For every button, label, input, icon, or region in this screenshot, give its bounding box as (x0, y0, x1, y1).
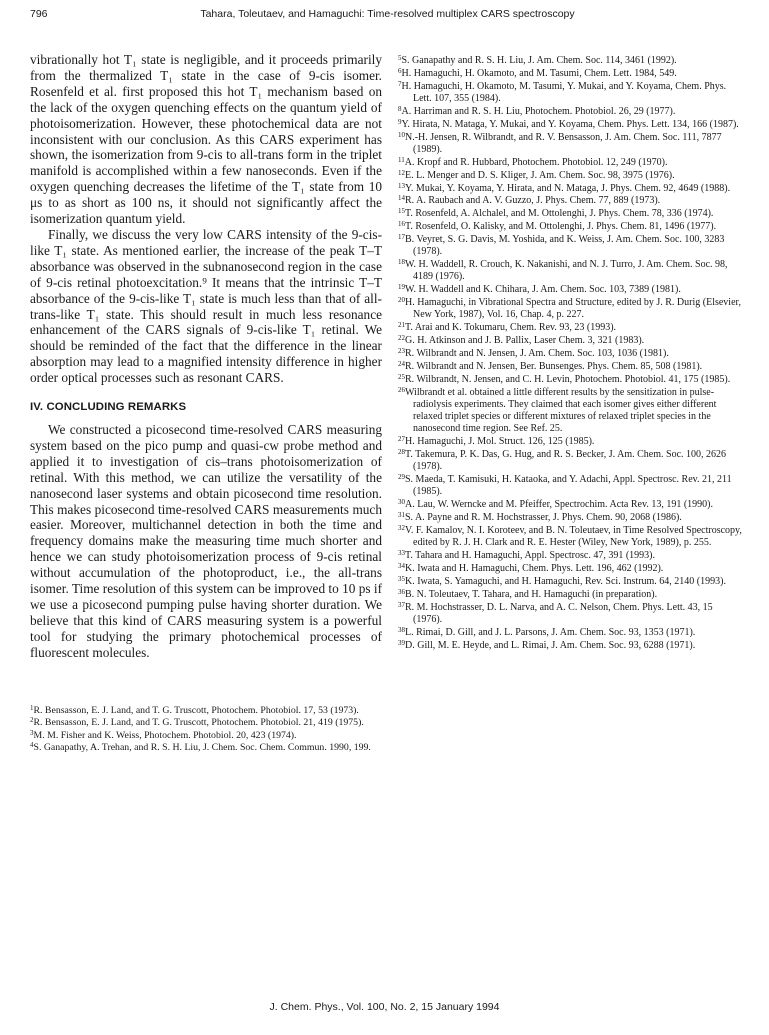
reference-number: 37 (398, 600, 405, 609)
reference-text: A. Lau, W. Werncke and M. Pfeiffer, Spectrochim. Acta Rev. 13, 191 (1990). (405, 499, 713, 511)
reference-entry (398, 55, 743, 67)
reference-number: 17 (398, 233, 405, 242)
reference-number: 1 (30, 703, 34, 712)
reference-entry (398, 221, 743, 233)
reference-text: H. Hamaguchi, H. Okamoto, and M. Tasumi, Chem. Lett. 1984, 549. (401, 67, 677, 79)
reference-number: 30 (398, 498, 405, 507)
reference-entry (398, 374, 743, 386)
reference-text: A. Kropf and R. Hubbard, Photochem. Photobiol. 12, 249 (1970). (404, 156, 668, 168)
reference-entry (398, 387, 743, 436)
reference-number: 13 (398, 181, 405, 190)
reference-text: K. Iwata, S. Yamaguchi, and H. Hamaguchi, Rev. Sci. Instrum. 64, 2140 (1993). (405, 575, 726, 587)
reference-text: T. Rosenfeld, O. Kalisky, and M. Ottolenghi, J. Phys. Chem. 81, 1496 (1977). (405, 221, 717, 233)
journal-footer: J. Chem. Phys., Vol. 100, No. 2, 15 January 1994 (269, 1001, 500, 1013)
reference-entry (30, 742, 382, 754)
reference-entry (398, 640, 743, 652)
left-column (30, 52, 382, 755)
running-header (30, 8, 745, 26)
reference-number: 29 (398, 473, 405, 482)
reference-entry (398, 335, 743, 347)
reference-number: 16 (398, 220, 405, 229)
reference-list-left (30, 705, 382, 755)
reference-number: 18 (398, 258, 405, 267)
reference-number: 11 (398, 155, 405, 164)
reference-number: 9 (398, 117, 402, 126)
reference-entry (398, 627, 743, 639)
reference-number: 21 (398, 321, 405, 330)
reference-number: 39 (398, 638, 405, 647)
reference-entry (398, 361, 743, 373)
reference-text: R. Bensasson, E. J. Land, and T. G. Truscott, Photochem. Photobiol. 21, 419 (1975). (33, 717, 364, 729)
reference-entry (398, 208, 743, 220)
reference-text: W. H. Waddell and K. Chihara, J. Am. Chem. Soc. 103, 7389 (1981). (405, 284, 681, 296)
reference-entry (398, 106, 743, 118)
body-paragraph: Finally, we discuss the very low CARS intensity of the 9-cis-like T₁ state. As mentioned earlier, the increase of the peak T–T absorbance was observed in the subnanosecond region in the case of 9-cis retinal photoexcitation.⁹ It means that the intrinsic T–T absorbance of the 9-cis-like T₁ state is much less than that of all-trans-like T₁ state. This should result in much less resonance enhancement of the CARS signals of 9-cis-like T₁ retinal. We should be reminded of the fact that the difference in the linear absorption may lead to a magnified intensity difference in higher order optical processes such as resonant CARS. (30, 226, 382, 386)
reference-number: 12 (398, 168, 405, 177)
reference-text: V. F. Kamalov, N. I. Koroteev, and B. N. Toleutaev, in Time Resolved Spectroscopy, edited by R. J. H. Clark and R. E. Hester (Wiley, New York, 1989), p. 255. (405, 525, 742, 549)
reference-entry (398, 602, 743, 626)
reference-text: H. Hamaguchi, H. Okamoto, M. Tasumi, Y. Mukai, and Y. Koyama, Chem. Phys. Lett. 107, 355 (1984). (401, 80, 727, 104)
reference-entry (398, 132, 743, 156)
body-paragraph: vibrationally hot T₁ state is negligible, and it proceeds primarily from the thermalized T₁ state in the case of 9-cis isomer. Rosenfeld et al. first proposed this hot T₁ mechanism based on the lack of the oxygen quenching effects on the quantum yield of photoisomerization. However, these photochemical data are not inconsistent with our conclusion. As this CARS experiment has shown, the isomerization from 9-cis to all-trans form in the triplet manifold is accomplished within a few nanoseconds. Even if the oxygen quenching decreases the lifetime of the T₁ state from 10 μs to as short as 100 ns, it should not significantly affect the isomerization quantum yield. (30, 52, 382, 227)
running-head-title: Tahara, Toleutaev, and Hamaguchi: Time-resolved multiplex CARS spectroscopy (200, 8, 575, 20)
reference-text: D. Gill, M. E. Heyde, and L. Rimai, J. Am. Chem. Soc. 93, 6288 (1971). (405, 639, 696, 651)
page-number: 796 (30, 8, 48, 20)
reference-text: K. Iwata and H. Hamaguchi, Chem. Phys. Lett. 196, 462 (1992). (405, 563, 664, 575)
reference-entry (398, 525, 743, 549)
reference-text: Wilbrandt et al. obtained a little different results by the sensitization in pulse-radiolysis experiments. They claimed that each isomer gives either different relaxed triplet species or different mixtures of relaxed triplet species in the nanosecond time region. See Ref. 25. (405, 386, 717, 435)
reference-number: 25 (398, 372, 405, 381)
reference-number: 33 (398, 549, 405, 558)
reference-entry (398, 499, 743, 511)
reference-number: 19 (398, 283, 405, 292)
reference-text: T. Arai and K. Tokumaru, Chem. Rev. 93, 23 (1993). (405, 322, 617, 334)
reference-entry (30, 730, 382, 742)
reference-entry (398, 474, 743, 498)
reference-number: 8 (398, 104, 402, 113)
reference-entry (398, 195, 743, 207)
reference-number: 36 (398, 587, 405, 596)
reference-number: 22 (398, 334, 405, 343)
reference-entry (398, 436, 743, 448)
reference-text: R. Wilbrandt and N. Jensen, Ber. Bunsenges. Phys. Chem. 85, 508 (1981). (405, 360, 703, 372)
reference-entry (398, 297, 743, 321)
reference-text: H. Hamaguchi, J. Mol. Struct. 126, 125 (1985). (405, 436, 595, 448)
reference-entry (398, 322, 743, 334)
section-heading: IV. CONCLUDING REMARKS (30, 401, 187, 414)
reference-entry (398, 259, 743, 283)
reference-text: A. Harriman and R. S. H. Liu, Photochem. Photobiol. 26, 29 (1977). (401, 105, 676, 117)
reference-text: M. M. Fisher and K. Weiss, Photochem. Photobiol. 20, 423 (1974). (33, 729, 297, 741)
reference-number: 4 (30, 741, 34, 750)
reference-text: S. Ganapathy, A. Trehan, and R. S. H. Liu, J. Chem. Soc. Chem. Commun. 1990, 199. (33, 742, 371, 754)
reference-number: 35 (398, 574, 405, 583)
reference-entry (398, 589, 743, 601)
reference-entry (398, 81, 743, 105)
reference-number: 7 (398, 79, 402, 88)
reference-number: 10 (398, 130, 405, 139)
reference-number: 34 (398, 562, 405, 571)
reference-number: 32 (398, 524, 405, 533)
reference-number: 27 (398, 435, 405, 444)
reference-entry (398, 512, 743, 524)
reference-number: 28 (398, 448, 405, 457)
reference-text: E. L. Menger and D. S. Kliger, J. Am. Chem. Soc. 98, 3975 (1976). (405, 169, 675, 181)
reference-entry (30, 705, 382, 717)
reference-entry (30, 717, 382, 729)
reference-entry (398, 157, 743, 169)
reference-text: L. Rimai, D. Gill, and J. L. Parsons, J. Am. Chem. Soc. 93, 1353 (1971). (405, 626, 696, 638)
reference-number: 14 (398, 194, 405, 203)
concluding-paragraph: We constructed a picosecond time-resolved CARS measuring system based on the pico pump and quasi-cw probe method and applied it to investigation of cis–trans photoisomerization of retinal. With this method, we can utilize the versatility of the nanosecond laser systems and obtain picosecond time resolution. This makes picosecond time-resolved CARS measurements much easier. Moreover, multichannel detection in both the time and frequency domains make the measuring time much shorter and hence we can study photoisomerization process of 9-cis retinal without accumulation of the photoproduct, i.e., the all-trans isomer. Time resolution of this system can be improved to 10 ps if we use a picosecond pumping pulse having shorter duration. We believe that this kind of CARS measuring system is a powerful tool for studying the primary photochemical processes of fluorescent molecules. (30, 422, 382, 660)
reference-text: R. Wilbrandt, N. Jensen, and C. H. Levin, Photochem. Photobiol. 41, 175 (1985). (405, 373, 731, 385)
reference-text: T. Rosenfeld, A. Alchalel, and M. Ottolenghi, J. Phys. Chem. 78, 336 (1974). (405, 208, 714, 220)
reference-entry (398, 119, 743, 131)
reference-text: N.-H. Jensen, R. Wilbrandt, and R. V. Bensasson, J. Am. Chem. Soc. 111, 7877 (1989). (405, 131, 722, 155)
reference-entry (398, 170, 743, 182)
reference-text: R. Wilbrandt and N. Jensen, J. Am. Chem. Soc. 103, 1036 (1981). (405, 348, 669, 360)
reference-number: 26 (398, 385, 405, 394)
reference-number: 24 (398, 359, 405, 368)
reference-number: 2 (30, 716, 34, 725)
reference-text: T. Takemura, P. K. Das, G. Hug, and R. S. Becker, J. Am. Chem. Soc. 100, 2626 (1978). (405, 449, 727, 473)
reference-number: 15 (398, 207, 405, 216)
reference-text: S. A. Payne and R. M. Hochstrasser, J. Phys. Chem. 90, 2068 (1986). (405, 512, 682, 524)
reference-number: 5 (398, 54, 402, 62)
reference-number: 3 (30, 728, 34, 737)
reference-number: 31 (398, 511, 405, 520)
reference-entry (398, 68, 743, 80)
reference-text: R. Bensasson, E. J. Land, and T. G. Truscott, Photochem. Photobiol. 17, 53 (1973). (33, 704, 359, 716)
reference-text: R. M. Hochstrasser, D. L. Narva, and A. C. Nelson, Chem. Phys. Lett. 43, 15 (1976). (405, 601, 713, 625)
reference-entry (398, 576, 743, 588)
reference-text: Y. Mukai, Y. Koyama, Y. Hirata, and N. Mataga, J. Phys. Chem. 92, 4649 (1988). (405, 182, 731, 194)
reference-text: B. N. Toleutaev, T. Tahara, and H. Hamaguchi (in preparation). (405, 588, 658, 600)
reference-entry (398, 348, 743, 360)
reference-entry (398, 183, 743, 195)
reference-text: B. Veyret, S. G. Davis, M. Yoshida, and K. Weiss, J. Am. Chem. Soc. 100, 3283 (1978). (405, 234, 725, 258)
reference-text: S. Ganapathy and R. S. H. Liu, J. Am. Chem. Soc. 114, 3461 (1992). (401, 55, 677, 66)
reference-number: 20 (398, 296, 405, 305)
reference-entry (398, 284, 743, 296)
reference-entry (398, 234, 743, 258)
reference-number: 6 (398, 66, 402, 75)
reference-entry (398, 563, 743, 575)
reference-text: G. H. Atkinson and J. B. Pallix, Laser Chem. 3, 321 (1983). (405, 335, 645, 347)
reference-entry (398, 550, 743, 562)
reference-text: S. Maeda, T. Kamisuki, H. Kataoka, and Y. Adachi, Appl. Spectrosc. Rev. 21, 211 (1985). (405, 474, 732, 498)
reference-text: T. Tahara and H. Hamaguchi, Appl. Spectrosc. 47, 391 (1993). (405, 550, 655, 562)
reference-text: R. A. Raubach and A. V. Guzzo, J. Phys. Chem. 77, 889 (1973). (405, 195, 661, 207)
reference-text: H. Hamaguchi, in Vibrational Spectra and Structure, edited by J. R. Durig (Elsevier, New York, 1987), Vol. 16, Chap. 4, p. 227. (405, 297, 741, 321)
reference-text: Y. Hirata, N. Mataga, Y. Mukai, and Y. Koyama, Chem. Phys. Lett. 134, 166 (1987). (401, 118, 739, 130)
reference-number: 23 (398, 347, 405, 356)
reference-text: W. H. Waddell, R. Crouch, K. Nakanishi, and N. J. Turro, J. Am. Chem. Soc. 98, 4189 (1976). (405, 259, 728, 283)
reference-number: 38 (398, 625, 405, 634)
reference-list-right (398, 55, 743, 653)
reference-entry (398, 449, 743, 473)
